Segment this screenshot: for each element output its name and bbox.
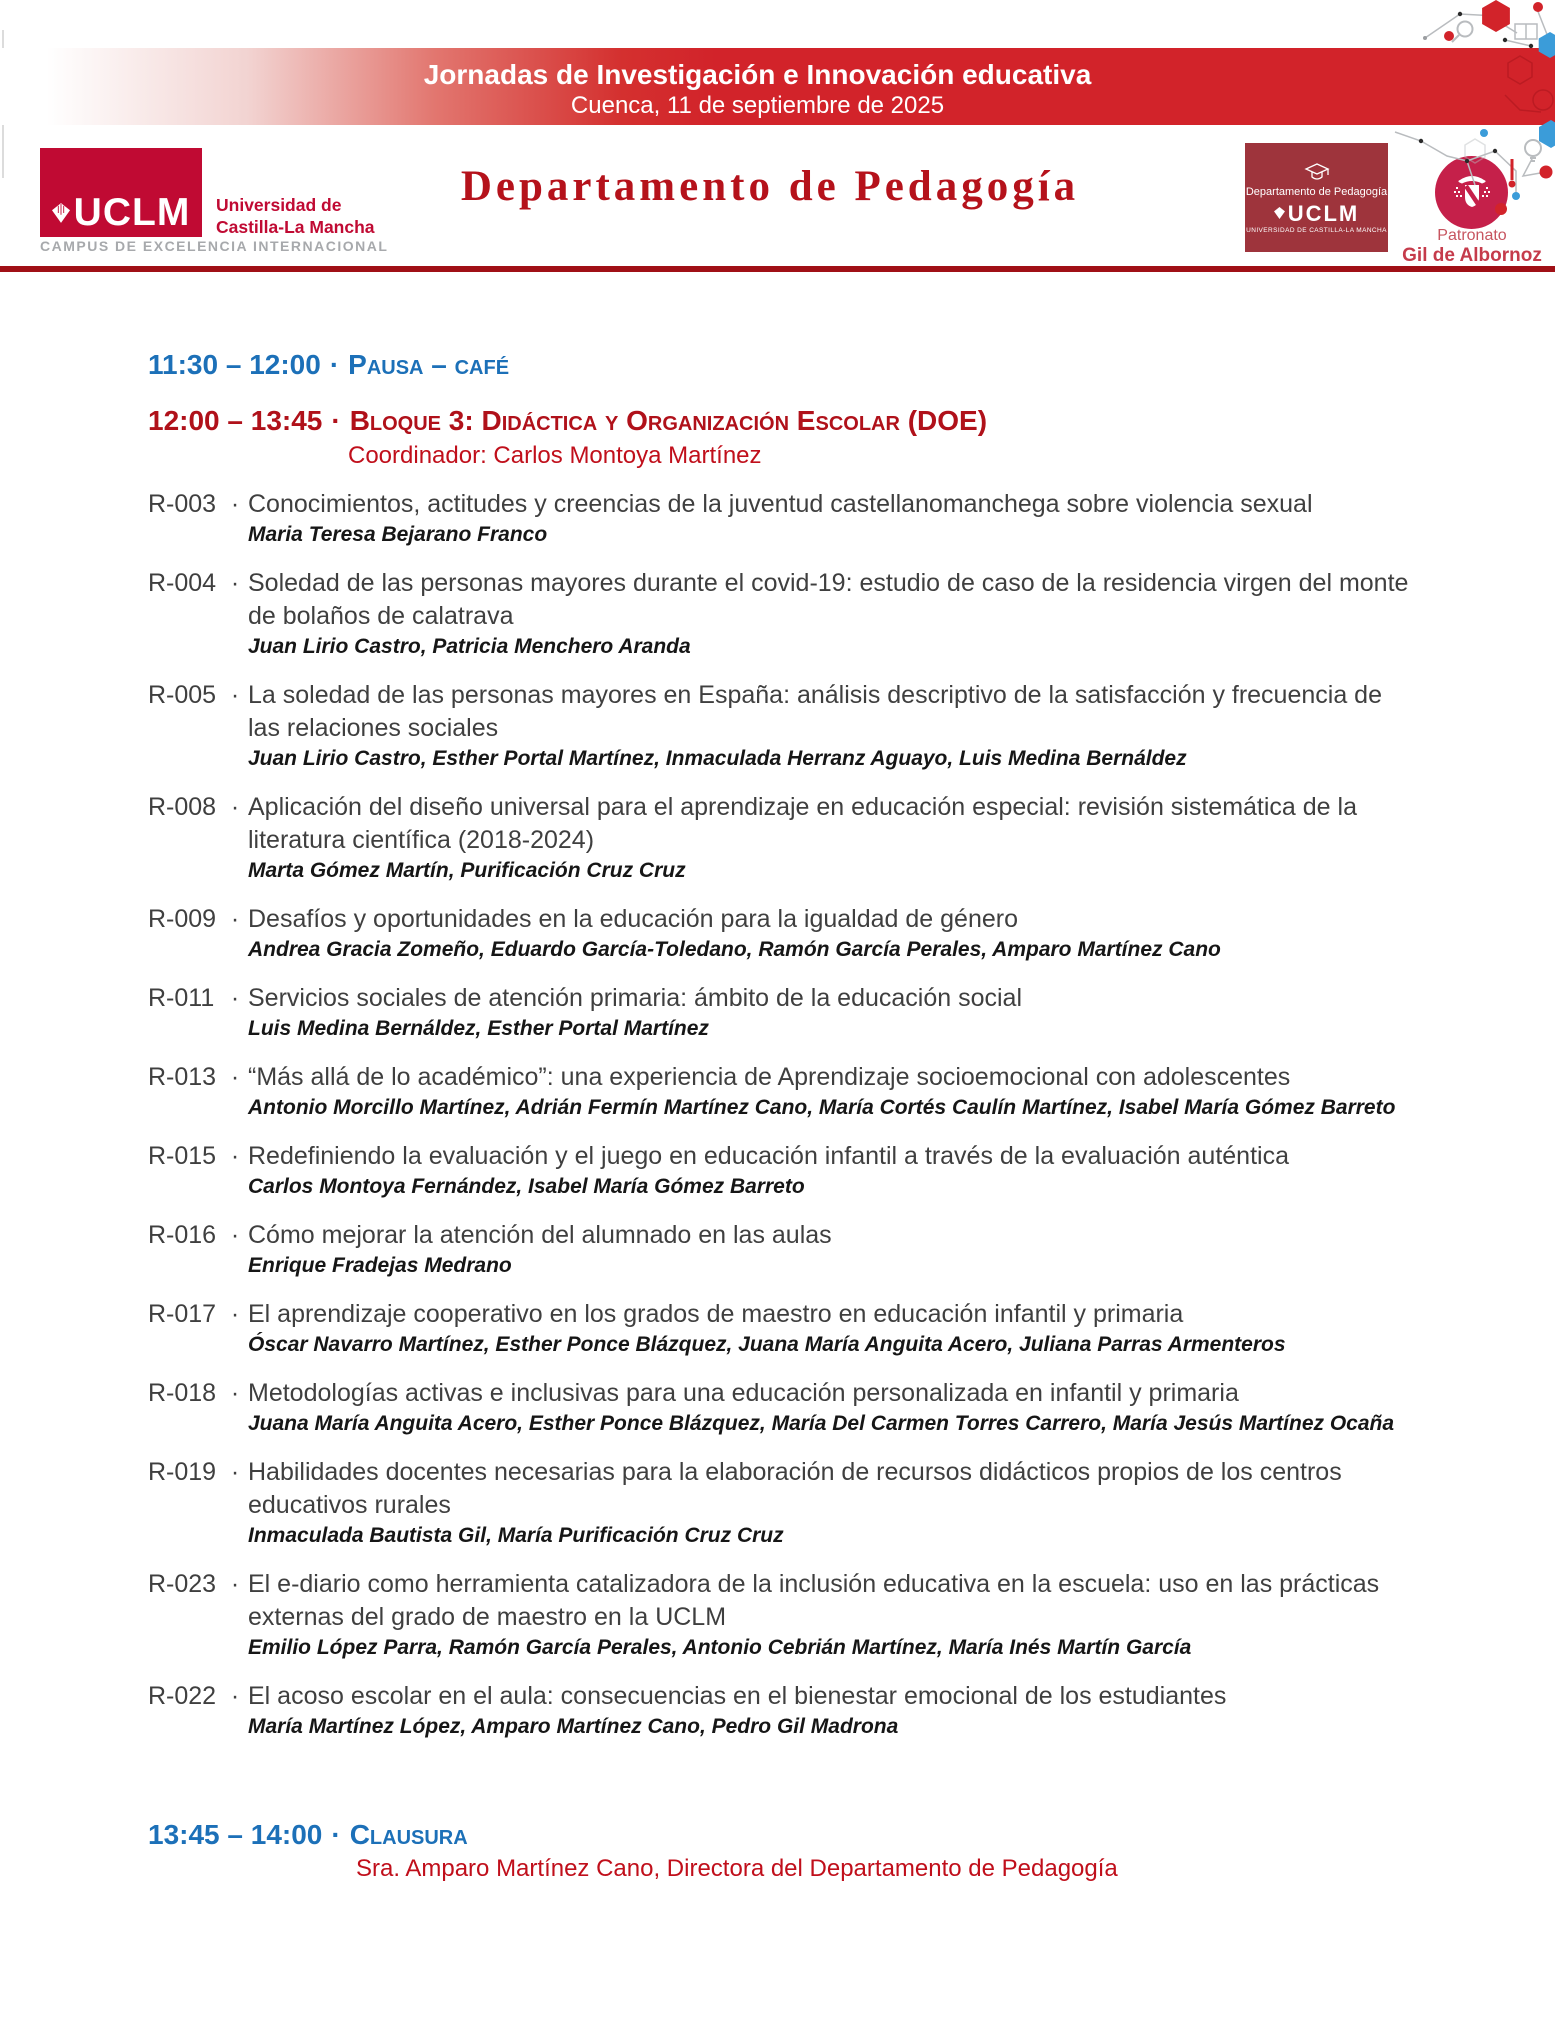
- session-title: El e-diario como herramienta catalizadora de la inclusión educativa en la escuela: uso en las prácticas externas del grado de maestro en la UCLM: [248, 1570, 1380, 1631]
- banner-watermark-icons: [1505, 56, 1553, 112]
- session-item: [148, 1140, 1420, 1200]
- break-label: Pausa – café: [348, 349, 510, 380]
- event-title: Jornadas de Investigación e Innovación educativa: [423, 59, 1092, 90]
- session-item: [148, 791, 1420, 884]
- university-name-line1: Universidad de: [216, 195, 342, 215]
- session-authors: Marta Gómez Martín, Purificación Cruz Cruz: [248, 859, 686, 882]
- session-code: R-013: [148, 1063, 217, 1091]
- session-authors: Juan Lirio Castro, Esther Portal Martínez, Inmaculada Herranz Aguayo, Luis Medina Bernáldez: [248, 747, 1187, 770]
- session-separator-dot: ·: [230, 569, 240, 597]
- session-authors: Óscar Navarro Martínez, Esther Ponce Blázquez, Juana María Anguita Acero, Juliana Parras Armenteros: [248, 1333, 1286, 1356]
- session-separator-dot: ·: [230, 1570, 240, 1598]
- session-authors: Andrea Gracia Zomeño, Eduardo García-Toledano, Ramón García Perales, Amparo Martínez Cano: [248, 938, 1221, 961]
- blue-dot-icon: [1512, 192, 1520, 200]
- session-separator-dot: ·: [230, 1221, 240, 1249]
- separator-dot: ·: [331, 405, 341, 436]
- uclm-diamond-icon: [1274, 207, 1285, 219]
- department-title: Departamento de Pedagogía: [460, 163, 1080, 210]
- session-authors: Carlos Montoya Fernández, Isabel María Gómez Barreto: [248, 1175, 805, 1198]
- graduation-cap-icon: [1304, 162, 1330, 184]
- network-decoration-icon: [1355, 0, 1555, 230]
- session-item: [148, 488, 1420, 548]
- session-title: Metodologías activas e inclusivas para una educación personalizada en infantil y primaria: [248, 1379, 1239, 1407]
- uclm-diamond-icon: [52, 202, 70, 224]
- session-body: [248, 903, 1418, 963]
- header-divider: [0, 266, 1555, 272]
- session-list: [148, 488, 1420, 1740]
- department-logo-label: Departamento de Pedagogía: [1245, 185, 1388, 198]
- session-title: Redefiniendo la evaluación y el juego en educación infantil a través de la evaluación auténtica: [248, 1142, 1289, 1170]
- session-separator-dot: ·: [230, 681, 240, 709]
- separator-dot: ·: [329, 349, 340, 380]
- session-code: R-017: [148, 1300, 217, 1328]
- session-item: [148, 1061, 1420, 1121]
- session-separator-dot: ·: [230, 905, 240, 933]
- session-code: R-011: [148, 984, 215, 1012]
- session-code: R-005: [148, 681, 217, 709]
- block3-coordinator: Coordinador: Carlos Montoya Martínez: [348, 442, 762, 469]
- session-body: [248, 1219, 1418, 1279]
- red-dot-icon: [1444, 31, 1454, 41]
- campus-tagline: CAMPUS DE EXCELENCIA INTERNACIONAL: [40, 238, 389, 254]
- session-title: La soledad de las personas mayores en España: análisis descriptivo de la satisfacción y frecuencia de las relaciones sociales: [248, 681, 1382, 742]
- session-title: Cómo mejorar la atención del alumnado en las aulas: [248, 1221, 832, 1249]
- department-logo-wordmark: [1274, 202, 1360, 225]
- session-title: Servicios sociales de atención primaria: ámbito de la educación social: [248, 984, 1023, 1012]
- session-separator-dot: ·: [230, 1682, 240, 1710]
- block3-heading: [148, 404, 1420, 438]
- session-body: [248, 1061, 1418, 1121]
- uclm-wordmark-text: UCLM: [73, 191, 191, 234]
- session-separator-dot: ·: [230, 1458, 240, 1486]
- session-title: Habilidades docentes necesarias para la elaboración de recursos didácticos propios de los centros educativos rurales: [248, 1458, 1342, 1519]
- session-item: [148, 567, 1420, 660]
- session-authors: Luis Medina Bernáldez, Esther Portal Martínez: [248, 1017, 709, 1040]
- closing-detail: Sra. Amparo Martínez Cano, Directora del Departamento de Pedagogía: [356, 1855, 1118, 1882]
- session-title: Soledad de las personas mayores durante el covid-19: estudio de caso de la residencia virgen del monte de bolaños de calatrava: [248, 569, 1409, 630]
- closing-time: 13:45 – 14:00: [148, 1819, 323, 1850]
- session-separator-dot: ·: [230, 1300, 240, 1328]
- break-heading: [148, 348, 1420, 382]
- session-separator-dot: ·: [230, 1142, 240, 1170]
- session-body: [248, 1140, 1418, 1200]
- patronato-name-line2: Gil de Albornoz: [1402, 245, 1542, 266]
- red-dot-icon: [1540, 166, 1553, 179]
- session-body: [248, 791, 1418, 884]
- red-dot-icon: [1495, 203, 1507, 215]
- session-authors: Juan Lirio Castro, Patricia Menchero Aranda: [248, 635, 691, 658]
- session-title: Aplicación del diseño universal para el aprendizaje en educación especial: revisión sistemática de la literatura científica (2018-2024): [248, 793, 1357, 854]
- session-authors: Antonio Morcillo Martínez, Adrián Fermín Martínez Cano, María Cortés Caulín Martínez, Isabel María Gómez Barreto: [248, 1096, 1396, 1119]
- closing-label: Clausura: [349, 1819, 468, 1850]
- uclm-logo: [40, 148, 202, 237]
- block3-label: Bloque 3: Didáctica y Organización Escolar (DOE): [349, 405, 988, 436]
- session-authors: Inmaculada Bautista Gil, María Purificación Cruz Cruz: [248, 1524, 784, 1547]
- red-dot-icon: [1533, 2, 1543, 12]
- session-body: [248, 1377, 1418, 1437]
- magnifier-icon: [1452, 22, 1473, 43]
- session-separator-dot: ·: [230, 490, 240, 518]
- red-hexagon-icon: [1482, 0, 1510, 32]
- session-body: [248, 1568, 1418, 1661]
- block3-time: 12:00 – 13:45: [148, 405, 323, 436]
- event-banner: [0, 48, 1555, 125]
- patronato-name-line1: Patronato: [1437, 227, 1507, 244]
- session-separator-dot: ·: [230, 1063, 240, 1091]
- session-authors: Maria Teresa Bejarano Franco: [248, 523, 548, 546]
- session-title: El acoso escolar en el aula: consecuencias en el bienestar emocional de los estudiantes: [248, 1682, 1227, 1710]
- session-code: R-009: [148, 905, 217, 933]
- session-code: R-023: [148, 1570, 217, 1598]
- session-code: R-018: [148, 1379, 217, 1407]
- event-date-location: Cuenca, 11 de septiembre de 2025: [570, 92, 945, 119]
- session-item: [148, 1298, 1420, 1358]
- session-authors: María Martínez López, Amparo Martínez Cano, Pedro Gil Madrona: [248, 1715, 899, 1738]
- session-separator-dot: ·: [230, 793, 240, 821]
- session-body: [248, 567, 1418, 660]
- session-code: R-015: [148, 1142, 217, 1170]
- session-body: [248, 982, 1418, 1042]
- lightbulb-icon: [1525, 140, 1541, 161]
- session-title: El aprendizaje cooperativo en los grados de maestro en educación infantil y primaria: [248, 1300, 1184, 1328]
- session-body: [248, 1680, 1418, 1740]
- session-authors: Emilio López Parra, Ramón García Perales, Antonio Cebrián Martínez, María Inés Martín García: [248, 1636, 1192, 1659]
- program-content: [148, 348, 1420, 1884]
- session-separator-dot: ·: [230, 1379, 240, 1407]
- break-time: 11:30 – 12:00: [148, 349, 321, 380]
- session-authors: Juana María Anguita Acero, Esther Ponce Blázquez, María Del Carmen Torres Carrero, María Jesús Martínez Ocaña: [248, 1412, 1395, 1435]
- session-code: R-019: [148, 1458, 217, 1486]
- session-title: “Más allá de lo académico”: una experiencia de Aprendizaje socioemocional con adolescentes: [248, 1063, 1291, 1091]
- session-item: [148, 1680, 1420, 1740]
- session-item: [148, 1377, 1420, 1437]
- session-body: [248, 488, 1418, 548]
- session-item: [148, 1219, 1420, 1279]
- session-code: R-004: [148, 569, 217, 597]
- session-title: Desafíos y oportunidades en la educación para la igualdad de género: [248, 905, 1018, 933]
- book-icon: [1515, 24, 1537, 39]
- patronato-name: [1396, 226, 1548, 267]
- blue-hexagon-icon: [1539, 32, 1555, 58]
- department-logo-wordmark-text: UCLM: [1287, 200, 1360, 226]
- session-code: R-008: [148, 793, 217, 821]
- blue-hexagon-icon: [1539, 120, 1555, 148]
- university-name-line2: Castilla-La Mancha: [216, 217, 375, 237]
- session-code: R-003: [148, 490, 217, 518]
- session-code: R-016: [148, 1221, 217, 1249]
- session-item: [148, 982, 1420, 1042]
- closing-section: [148, 1818, 1420, 1884]
- session-body: [248, 1298, 1418, 1358]
- blue-dot-icon: [1480, 129, 1488, 137]
- session-code: R-022: [148, 1682, 217, 1710]
- separator-dot: ·: [331, 1819, 341, 1850]
- session-title: Conocimientos, actitudes y creencias de la juventud castellanomanchega sobre violencia sexual: [248, 490, 1313, 518]
- closing-heading: [148, 1818, 1420, 1852]
- session-authors: Enrique Fradejas Medrano: [248, 1254, 512, 1277]
- session-item: [148, 679, 1420, 772]
- session-separator-dot: ·: [230, 984, 240, 1012]
- session-item: [148, 1456, 1420, 1549]
- session-body: [248, 679, 1418, 772]
- department-logo-subline: UNIVERSIDAD DE CASTILLA-LA MANCHA: [1246, 226, 1387, 234]
- uclm-wordmark: [52, 193, 191, 237]
- session-item: [148, 903, 1420, 963]
- thermometer-icon: [1509, 159, 1516, 188]
- session-body: [248, 1456, 1418, 1549]
- session-item: [148, 1568, 1420, 1661]
